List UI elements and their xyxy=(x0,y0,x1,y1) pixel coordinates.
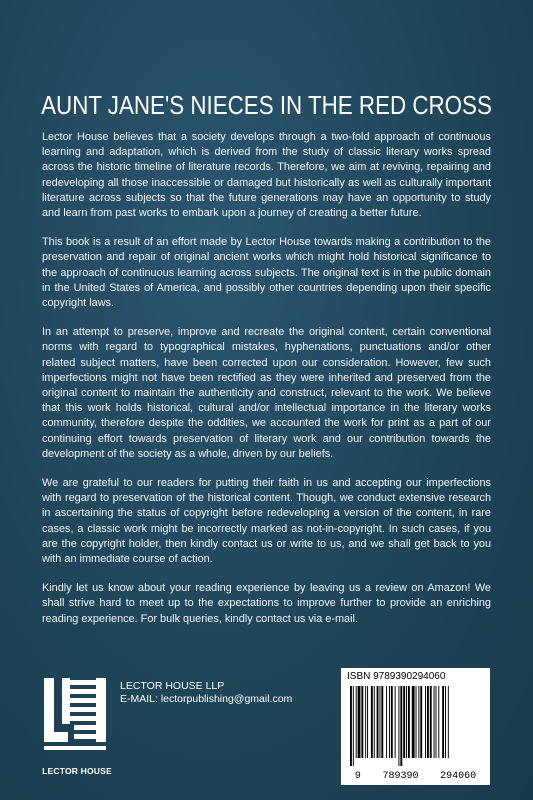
publisher-email: E-MAIL: lectorpublishing@gmail.com xyxy=(120,693,293,705)
blurb-paragraph: Kindly let us know about your reading experience by leaving us a review on Amazon! We shall strive hard to meet up to the expectations to improve further to provide an enriching reading experience. For bulk queries, kindly contact us via e-mail. xyxy=(42,582,491,625)
barcode-digit-group: 9 xyxy=(354,771,361,782)
blurb-paragraph: Lector House believes that a society develops through a two-fold approach of continuous learning and adaptation, which is derived from the study of classic literary works spread across the historic timeline of literature records. Therefore, we aim at reviving, repairing and redeveloping all those inaccessible or damaged but historically as well as culturally important literature across subjects so that the future generations may have an opportunity to study and learn from past works to embark upon a journey of creating a better future. xyxy=(42,131,491,220)
blurb-paragraph: We are grateful to our readers for putting their faith in us and accepting our imperfections with regard to preservation of the historical content. Though, we conduct extensive research in ascertaining the status of copyright before redeveloping a version of the content, in rare cases, a classic work might be incorrectly marked as not-in-copyright. In such cases, if you are the copyright holder, then kindly contact us or write to us, and we shall get back to you with an immediate course of action. xyxy=(42,477,491,566)
isbn-label: ISBN 9789390294060 xyxy=(347,671,446,682)
barcode-digits xyxy=(341,771,490,782)
publisher-info xyxy=(120,680,292,706)
publisher-name: LECTOR HOUSE LLP xyxy=(120,680,225,692)
barcode-digit-group: 789390 xyxy=(382,771,419,782)
barcode-digit-group: 294060 xyxy=(440,771,477,782)
lector-house-logo xyxy=(42,676,108,760)
barcode xyxy=(348,686,483,766)
blurb-paragraph: In an attempt to preserve, improve and recreate the original content, certain conventional norms with regard to typographical mistakes, hyphenations, punctuations and/or other related subject matters, have been corrected upon our consideration. However, few such imperfections might not have been rectified as they were inherited and preserved from the original content to maintain the authenticity and construct, relevant to the work. We believe that this work holds historical, cultural and/or intellectual importance in the literary works community, therefore despite the oddities, we accounted the work for print as a part of our continuing effort towards preservation of literary work and our contribution towards the development of the society as a whole, driven by our beliefs. xyxy=(42,326,491,460)
blurb xyxy=(42,130,491,641)
book-title: AUNT JANE'S NIECES IN THE RED CROSS xyxy=(41,90,492,120)
barcode-area xyxy=(341,668,490,785)
blurb-paragraph: This book is a result of an effort made by Lector House towards making a contribution to the preservation and repair of original ancient works which might hold historical significance to the approach of continuous learning across subjects. The original text is in the public domain in the United States of America, and possibly other countries depending upon their specific copyright laws. xyxy=(42,236,491,310)
logo-caption: LECTOR HOUSE xyxy=(42,766,112,776)
